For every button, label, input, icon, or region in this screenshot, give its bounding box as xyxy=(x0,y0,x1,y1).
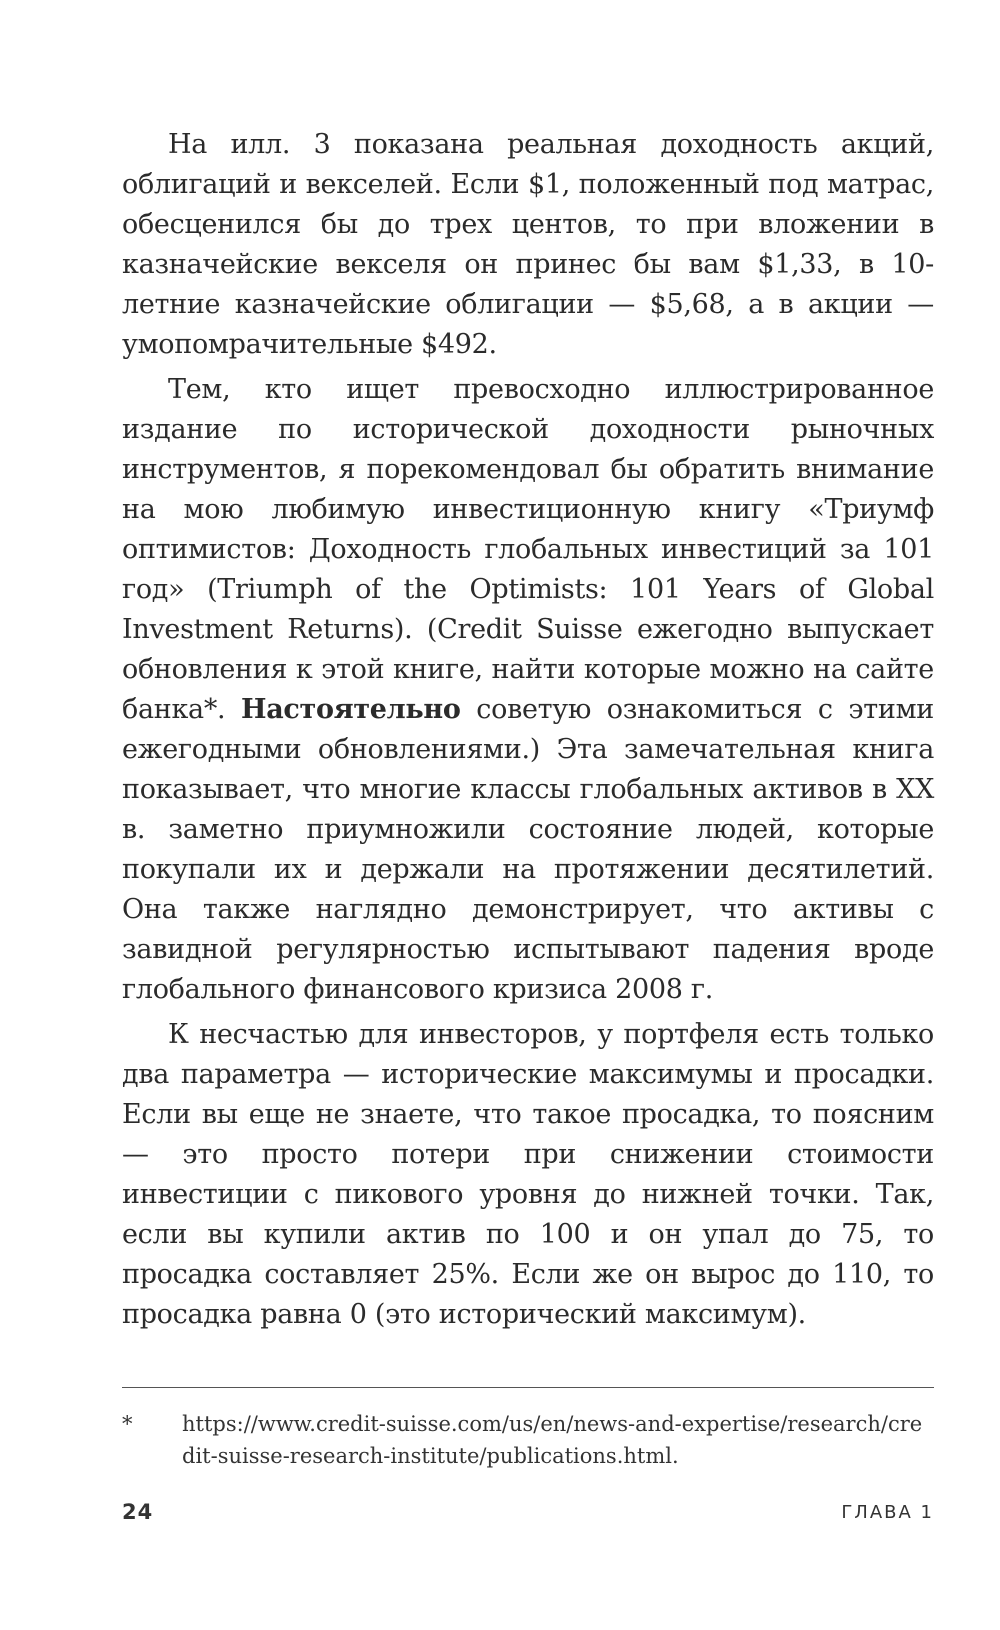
footnote-marker: * xyxy=(122,1412,133,1436)
page-number: 24 xyxy=(122,1500,154,1524)
footnote-url: https://www.credit-suisse.com/us/en/news-and-expertise/research/credit-suisse-research-institute/publications.html. xyxy=(182,1412,923,1468)
chapter-label: ГЛАВА 1 xyxy=(841,1502,934,1523)
running-footer xyxy=(122,1500,934,1532)
footnote xyxy=(122,1408,934,1472)
paragraph-triumph-book-part-2: советую ознакомиться с этими ежегодными обновлениями.) Эта замечательная книга показывает, что многие классы глобальных активов в XX в. заметно приумножили состояние людей, которые покупали их и держали на протяжении десятилетий. Она также наглядно демонстрирует, что активы с завидной регулярностью испытывают падения вроде глобального финансового кризиса 2008 г. xyxy=(122,694,934,1005)
page-body xyxy=(122,125,934,1335)
footnote-divider xyxy=(122,1387,934,1388)
paragraph-triumph-book-part-1: Тем, кто ищет превосходно иллюстрированное издание по исторической доходности рыночных инструментов, я порекомендовал бы обратить внимание на мою любимую инвестиционную книгу «Триумф оптимистов: Доходность глобальных инвестиций за 101 год» (Triumph of the Optimists: 101 Years of Global Investment Returns). (Credit Suisse ежегодно выпускает обновления к этой книге, найти которые можно на сайте банка*. xyxy=(122,374,934,725)
paragraph-returns: На илл. 3 показана реальная доходность акций, облигаций и векселей. Если $1, положенный под матрас, обесценился бы до трех центов, то при вложении в казначейские векселя он принес бы вам $1,33, в 10-летние казначейские облигации — $5,68, а в акции — умопомрачительные $492. xyxy=(122,129,934,360)
emphasis-strongly: Настоятельно xyxy=(241,694,461,725)
paragraph-triumph-book xyxy=(122,370,934,1010)
paragraph-drawdown: К несчастью для инвесторов, у портфеля есть только два параметра — исторические максимумы и просадки. Если вы еще не знаете, что такое просадка, то поясним — это просто потери при снижении стоимости инвестиции с пикового уровня до нижней точки. Так, если вы купили актив по 100 и он упал до 75, то просадка составляет 25%. Если же он вырос до 110, то просадка равна 0 (это исторический максимум). xyxy=(122,1019,934,1330)
